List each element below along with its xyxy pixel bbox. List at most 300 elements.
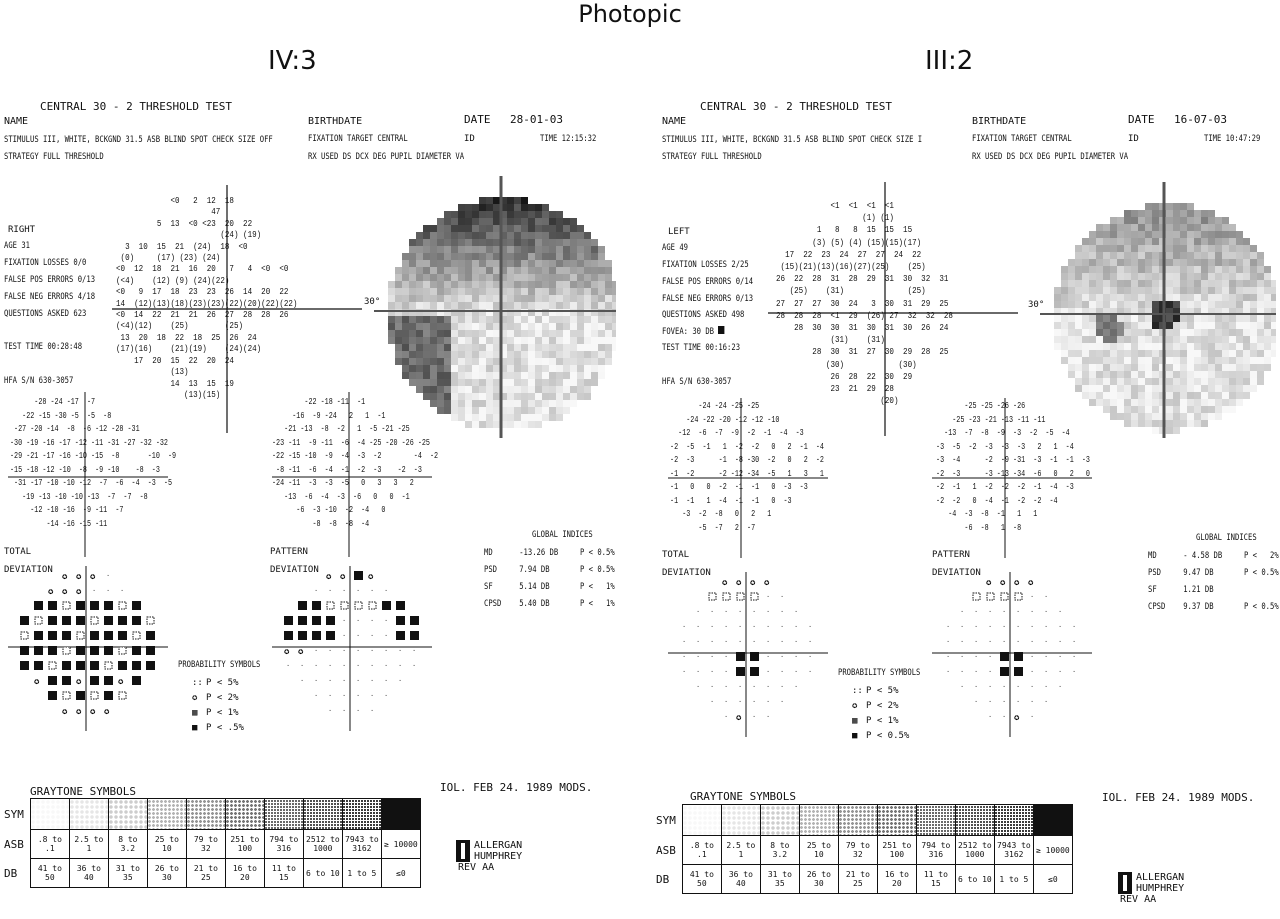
field-cell [1089, 371, 1096, 378]
pattern-label: PATTERN [932, 550, 970, 560]
field-cell [1215, 399, 1222, 406]
field-cell [1110, 224, 1117, 231]
field-cell [1194, 238, 1201, 245]
field-cell [1103, 350, 1110, 357]
field-cell [1250, 343, 1257, 350]
field-cell [1187, 224, 1194, 231]
graytone-asb-cell: 251 to 100 [225, 830, 264, 859]
field-cell [1222, 371, 1229, 378]
global-index-v: 9.47 DB [1183, 568, 1214, 578]
field-cell [1082, 252, 1089, 259]
test-title: CENTRAL 30 - 2 THRESHOLD TEST [40, 100, 233, 113]
field-cell [1257, 371, 1264, 378]
field-cell [1264, 273, 1271, 280]
field-cell [1201, 266, 1208, 273]
field-cell [1145, 224, 1152, 231]
field-cell [1152, 287, 1159, 294]
field-cell [1229, 238, 1236, 245]
field-cell [1131, 217, 1138, 224]
field-cell [1124, 385, 1131, 392]
date-value: 28-01-03 [510, 113, 563, 126]
field-cell [1194, 287, 1201, 294]
field-cell [1187, 280, 1194, 287]
field-cell [1075, 322, 1082, 329]
field-cell [1117, 273, 1124, 280]
field-cell [1201, 273, 1208, 280]
field-cell [1082, 350, 1089, 357]
humphrey-logo-icon [1118, 872, 1132, 894]
field-cell [1173, 392, 1180, 399]
field-cell [1243, 315, 1250, 322]
probability-symbol: · [1030, 713, 1035, 721]
field-cell [1152, 364, 1159, 371]
field-cell [1152, 210, 1159, 217]
global-index-p: P < 0.5% [580, 565, 615, 575]
probability-symbol: · [974, 653, 979, 661]
field-cell [1096, 294, 1103, 301]
field-cell [1173, 378, 1180, 385]
probability-symbol: · [752, 608, 757, 616]
allergan-humphrey-logo [1118, 872, 1184, 905]
field-cell [1229, 329, 1236, 336]
field-cell [1068, 273, 1075, 280]
probability-symbol: · [106, 572, 111, 580]
field-cell [1180, 385, 1187, 392]
field-cell [1166, 399, 1173, 406]
probability-symbol: · [988, 623, 993, 631]
field-cell [1194, 392, 1201, 399]
field-cell [1145, 371, 1152, 378]
field-cell [1152, 224, 1159, 231]
field-cell [1145, 378, 1152, 385]
field-cell [1166, 315, 1173, 322]
field-cell [1089, 252, 1096, 259]
field-cell [1110, 364, 1117, 371]
field-cell [1082, 280, 1089, 287]
probability-symbol: ✪ [76, 707, 82, 717]
field-cell [1089, 280, 1096, 287]
field-cell [1082, 336, 1089, 343]
graytone-swatch [799, 805, 838, 836]
probability-symbol: · [794, 623, 799, 631]
global-index-v: 7.94 DB [519, 565, 550, 575]
probability-symbol: · [766, 698, 771, 706]
field-cell [1117, 413, 1124, 420]
field-cell [1061, 294, 1068, 301]
probability-symbol: · [356, 677, 361, 685]
field-cell [1229, 280, 1236, 287]
fixation-losses: FIXATION LOSSES 2/25 [662, 260, 749, 270]
field-cell [1166, 392, 1173, 399]
field-cell [1243, 273, 1250, 280]
field-cell [1208, 224, 1215, 231]
field-cell [1103, 301, 1110, 308]
field-cell [1229, 336, 1236, 343]
field-cell [1124, 266, 1131, 273]
field-cell [1110, 315, 1117, 322]
date-label: DATE [1128, 113, 1155, 126]
graytone-swatch [30, 799, 69, 830]
field-cell [1271, 315, 1276, 322]
field-cell [1138, 329, 1145, 336]
field-cell [1075, 350, 1082, 357]
probability-symbol: · [738, 608, 743, 616]
field-cell [1096, 259, 1103, 266]
field-cell [1194, 315, 1201, 322]
probability-symbol: ✪ [90, 572, 96, 582]
graytone-asb-cell: .8 to .1 [682, 836, 721, 865]
field-cell [1110, 413, 1117, 420]
field-cell [1187, 287, 1194, 294]
field-cell [1138, 392, 1145, 399]
field-cell [1138, 371, 1145, 378]
probability-symbol: · [370, 707, 375, 715]
field-cell [1068, 371, 1075, 378]
field-cell [1124, 224, 1131, 231]
field-cell [1103, 329, 1110, 336]
global-index-k: SF [1148, 585, 1157, 595]
graytone-table [4, 798, 421, 888]
probability-symbol: · [794, 668, 799, 676]
field-cell [1145, 385, 1152, 392]
global-index-v: 5.40 DB [519, 599, 550, 609]
field-cell [1201, 364, 1208, 371]
probability-symbol: · [780, 653, 785, 661]
field-cell [1110, 273, 1117, 280]
field-cell [1124, 245, 1131, 252]
field-cell [1222, 294, 1229, 301]
solid-square-icon: ■ [192, 723, 198, 733]
field-cell [1103, 252, 1110, 259]
probability-symbol: · [988, 698, 993, 706]
field-cell [1145, 259, 1152, 266]
solid-square-icon: ■ [852, 731, 858, 741]
probability-symbol: · [710, 668, 715, 676]
probability-symbol: · [1002, 713, 1007, 721]
field-cell [1229, 273, 1236, 280]
probability-symbol: · [766, 668, 771, 676]
field-cell [1187, 266, 1194, 273]
iol-text: IOL. FEB 24. 1989 MODS. [440, 781, 593, 794]
probability-symbol: · [766, 653, 771, 661]
fixation-target: FIXATION TARGET CENTRAL [972, 134, 1072, 144]
field-cell [1173, 357, 1180, 364]
probability-legend-label: P < 1% [206, 708, 239, 718]
probability-symbol: ✪ [76, 677, 82, 687]
field-cell [1117, 350, 1124, 357]
graytone-db-cell: ≤0 [1033, 865, 1072, 894]
field-cell [1180, 406, 1187, 413]
field-cell [1201, 399, 1208, 406]
field-cell [1166, 413, 1173, 420]
field-cell [1222, 350, 1229, 357]
probability-symbol: · [356, 692, 361, 700]
field-cell [1152, 357, 1159, 364]
field-cell [1068, 287, 1075, 294]
field-cell [1145, 329, 1152, 336]
graytone-table [656, 804, 1073, 894]
probability-symbol: · [696, 638, 701, 646]
global-index-k: PSD [484, 565, 498, 575]
field-cell [1103, 315, 1110, 322]
probability-symbol: · [766, 608, 771, 616]
field-cell [1173, 210, 1180, 217]
probability-symbol: ✪ [76, 572, 82, 582]
field-cell [1187, 399, 1194, 406]
probability-symbol: · [1072, 623, 1077, 631]
field-cell [1173, 406, 1180, 413]
probability-legend-label: P < 1% [866, 716, 899, 726]
field-cell [1068, 343, 1075, 350]
field-cell [1257, 294, 1264, 301]
probability-symbol: · [384, 692, 389, 700]
probability-legend-item [852, 714, 909, 729]
field-cell [1061, 322, 1068, 329]
probability-symbol: · [1072, 638, 1077, 646]
field-cell [1208, 350, 1215, 357]
field-cell [1236, 231, 1243, 238]
probability-symbol: ✪ [764, 578, 770, 588]
field-cell [1222, 231, 1229, 238]
field-cell [1152, 294, 1159, 301]
field-cell [1257, 336, 1264, 343]
probability-symbol: ✪ [284, 647, 290, 657]
probability-symbol: · [960, 608, 965, 616]
test-time: TEST TIME 00:28:48 [4, 342, 83, 352]
field-cell [1229, 399, 1236, 406]
field-cell [1236, 322, 1243, 329]
global-index-row [1148, 599, 1280, 616]
field-cell [1061, 266, 1068, 273]
false-pos-errors: FALSE POS ERRORS 0/13 [4, 275, 96, 285]
field-cell [1250, 336, 1257, 343]
field-cell [1250, 301, 1257, 308]
graytone-swatch [916, 805, 955, 836]
name-label: NAME [4, 116, 29, 127]
field-cell [1215, 280, 1222, 287]
field-cell [1236, 392, 1243, 399]
test-time: TEST TIME 00:16:23 [662, 343, 741, 353]
field-cell [1180, 357, 1187, 364]
field-cell [1201, 371, 1208, 378]
probability-symbol: ✪ [62, 707, 68, 717]
probability-symbol: · [724, 683, 729, 691]
field-cell [1201, 231, 1208, 238]
field-cell [1222, 322, 1229, 329]
field-cell [1082, 266, 1089, 273]
field-cell [1138, 301, 1145, 308]
field-cell [1117, 343, 1124, 350]
threshold-values: <1 <1 <1 <1 (1) (1) 1 8 8 15 15 15 (3) (5) (4) (15)(15)(17) 17 22 23 24 27 27 24 22 (15)(21)(13)(16)(27)(25) (25) 26 22 28 31 28 29 31 30 32 31 (25) (31) (25) 27 27 27 30 24 3 30 31 29 25 28 28 28 <1 29 (26) 27 32 32 28 28 30 30 31 30 31 30 26 24 (31) (31) 28 30 31 27 30 29 28 25 (30) (30) 26 28 22 30 29 23 21 29 28 (20) [776, 201, 953, 407]
probability-symbol: · [314, 587, 319, 595]
field-cell [1180, 378, 1187, 385]
field-cell [1271, 350, 1276, 357]
field-cell [1145, 217, 1152, 224]
field-cell [1187, 294, 1194, 301]
strategy-line: STRATEGY FULL THRESHOLD [662, 152, 762, 162]
field-cell [1110, 329, 1117, 336]
field-cell [1103, 343, 1110, 350]
probability-symbol: · [738, 683, 743, 691]
probability-symbol: · [710, 638, 715, 646]
questions-asked: QUESTIONS ASKED 498 [662, 310, 745, 320]
field-cell [1208, 385, 1215, 392]
probability-symbol: · [710, 608, 715, 616]
field-cell [1166, 420, 1173, 427]
field-cell [1131, 371, 1138, 378]
graytone-db-cell: 26 to 30 [147, 859, 186, 888]
graytone-swatch [838, 805, 877, 836]
field-cell [1173, 231, 1180, 238]
probability-symbol: · [808, 623, 813, 631]
graytone-asb-cell: 7943 to 3162 [994, 836, 1033, 865]
field-cell [1264, 294, 1271, 301]
field-cell [1152, 385, 1159, 392]
field-cell [1131, 294, 1138, 301]
field-cell [1131, 336, 1138, 343]
field-cell [1131, 420, 1138, 427]
probability-symbol: · [286, 662, 291, 670]
field-cell [1138, 357, 1145, 364]
field-cell [1075, 378, 1082, 385]
field-cell [1215, 259, 1222, 266]
field-cell [1061, 357, 1068, 364]
field-cell [1096, 350, 1103, 357]
field-cell [1173, 301, 1180, 308]
field-cell [1089, 322, 1096, 329]
field-cell [1145, 357, 1152, 364]
field-cell [1194, 336, 1201, 343]
graytone-asb-cell: 2512 to 1000 [955, 836, 994, 865]
field-cell [1229, 224, 1236, 231]
field-cell [1152, 245, 1159, 252]
probability-symbol: ✪ [1014, 713, 1020, 723]
field-cell [1250, 385, 1257, 392]
field-cell [1096, 357, 1103, 364]
field-cell [1271, 329, 1276, 336]
graytone-swatch [342, 799, 381, 830]
field-cell [1243, 371, 1250, 378]
field-cell [1229, 385, 1236, 392]
graytone-row-sym [4, 799, 420, 830]
field-cell [1075, 252, 1082, 259]
field-cell [1201, 315, 1208, 322]
field-cell [1089, 357, 1096, 364]
field-cell [1257, 315, 1264, 322]
field-cell [1222, 364, 1229, 371]
field-cell [1208, 210, 1215, 217]
field-cell [1166, 245, 1173, 252]
graytone-asb-cell: 251 to 100 [877, 836, 916, 865]
probability-legend-label: P < 2% [206, 693, 239, 703]
field-cell [1264, 301, 1271, 308]
field-cell [1229, 350, 1236, 357]
probability-symbol: · [974, 638, 979, 646]
logo-line-2: HUMPHREY [474, 851, 523, 862]
field-cell [1152, 371, 1159, 378]
graytone-row-asb [656, 836, 1072, 865]
field-cell [1236, 399, 1243, 406]
field-cell [1145, 231, 1152, 238]
probability-symbols-title: PROBABILITY SYMBOLS [178, 660, 261, 670]
field-cell [1145, 203, 1152, 210]
field-cell [1152, 399, 1159, 406]
field-cell [1166, 322, 1173, 329]
field-cell [1124, 357, 1131, 364]
field-cell [1243, 385, 1250, 392]
field-cell [1187, 392, 1194, 399]
field-cell [1229, 315, 1236, 322]
field-cell [1173, 399, 1180, 406]
field-cell [1082, 343, 1089, 350]
field-cell [1089, 266, 1096, 273]
field-cell [1187, 420, 1194, 427]
false-neg-errors: FALSE NEG ERRORS 4/18 [4, 292, 96, 302]
probability-symbol: · [1072, 653, 1077, 661]
field-cell [1173, 287, 1180, 294]
field-cell [1215, 322, 1222, 329]
probability-legend-label: P < 2% [866, 701, 899, 711]
probability-symbol: · [988, 713, 993, 721]
field-cell [1201, 357, 1208, 364]
field-cell [1257, 252, 1264, 259]
field-cell [1222, 245, 1229, 252]
field-cell [1166, 224, 1173, 231]
field-cell [1257, 343, 1264, 350]
field-cell [1103, 392, 1110, 399]
field-cell [1096, 301, 1103, 308]
graytone-swatch [69, 799, 108, 830]
field-cell [1082, 245, 1089, 252]
rx-used-line: RX USED DS DCX DEG PUPIL DIAMETER VA [972, 152, 1129, 162]
field-cell [1180, 294, 1187, 301]
probability-symbol: · [766, 638, 771, 646]
field-cell [1180, 266, 1187, 273]
field-cell [1215, 385, 1222, 392]
probability-symbol: · [752, 623, 757, 631]
birthdate-label: BIRTHDATE [308, 116, 363, 127]
probability-symbol: · [342, 632, 347, 640]
field-cell [1215, 224, 1222, 231]
allergan-humphrey-logo [456, 840, 522, 873]
probability-symbol: · [808, 638, 813, 646]
field-cell [1131, 315, 1138, 322]
field-cell [1257, 280, 1264, 287]
field-cell [1131, 210, 1138, 217]
field-cell [1222, 378, 1229, 385]
field-cell [1054, 315, 1061, 322]
field-cell [1145, 406, 1152, 413]
field-cell [1236, 329, 1243, 336]
field-cell [1194, 350, 1201, 357]
probability-symbol [751, 593, 758, 600]
field-cell [1166, 203, 1173, 210]
field-cell [1229, 322, 1236, 329]
field-cell [1194, 420, 1201, 427]
probability-symbol: · [356, 662, 361, 670]
field-cell [1271, 301, 1276, 308]
field-cell [1229, 252, 1236, 259]
field-cell [1208, 252, 1215, 259]
field-cell [1194, 210, 1201, 217]
field-cell [1208, 364, 1215, 371]
probability-symbol: · [766, 593, 771, 601]
field-cell [1124, 280, 1131, 287]
field-cell [1208, 336, 1215, 343]
field-cell [1201, 287, 1208, 294]
field-cell [1215, 294, 1222, 301]
graytone-db-cell: 11 to 15 [916, 865, 955, 894]
